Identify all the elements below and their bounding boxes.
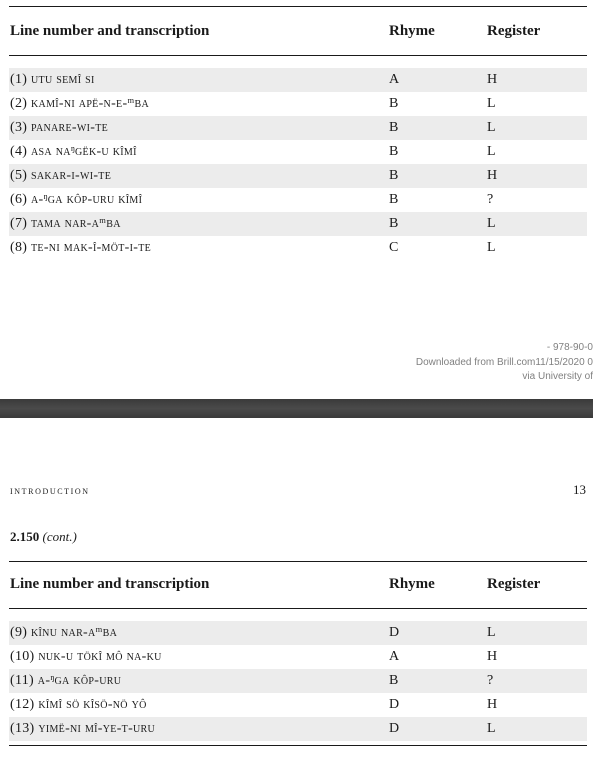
row-rhyme: A [389,72,400,87]
row-transcription: (2) kamî-ni apë-n-e-ᵐba [10,96,150,111]
table-header-rule [9,55,587,56]
page-number: 13 [573,482,586,497]
table-row [9,140,587,164]
header-register: Register [487,576,541,592]
row-transcription: (8) te-ni mak-î-möt-i-te [10,240,152,255]
table-caption [10,529,77,545]
header-register: Register [487,23,541,39]
row-transcription: (1) utu semî si [10,72,95,87]
row-transcription: (4) asa naᵑgëk-u kîmî [10,144,137,159]
row-transcription: (6) a-ᵑga kôp-uru kîmî [10,192,143,207]
row-rhyme: A [389,649,400,664]
row-transcription: (7) tama nar-aᵐba [10,216,121,231]
row-transcription: (5) sakar-i-wi-te [10,168,112,183]
row-transcription: (11) a-ᵑga kôp-uru [10,673,122,688]
download-via: via University of [522,371,593,382]
row-transcription: (13) yimë-ni mî-ye-t-uru [10,721,156,736]
row-register: L [487,216,496,231]
table-cont-note: (cont.) [42,529,77,544]
table-row [9,621,587,645]
table-row [9,693,587,717]
table-row [9,164,587,188]
table-row [9,212,587,236]
row-rhyme: B [389,168,399,183]
header-transcription: Line number and transcription [10,23,210,39]
table-row [9,116,587,140]
table-top-rule [9,6,587,7]
row-register: L [487,240,496,255]
download-stamp: Downloaded from Brill.com11/15/2020 0 [415,357,593,368]
row-register: H [487,697,498,712]
header-rhyme: Rhyme [389,576,435,592]
header-rhyme: Rhyme [389,23,435,39]
row-rhyme: D [389,697,400,712]
row-transcription: (3) panare-wi-te [10,120,109,135]
row-register: L [487,96,496,111]
row-rhyme: B [389,120,399,135]
row-rhyme: D [389,625,400,640]
row-rhyme: B [389,96,399,111]
row-rhyme: B [389,192,399,207]
header-transcription: Line number and transcription [10,576,210,592]
row-rhyme: B [389,144,399,159]
running-head: introduction [10,483,90,497]
table-row [9,236,587,260]
row-transcription: (10) nuk-u tökî mô na-ku [10,649,162,664]
table-row [9,669,587,693]
row-transcription: (9) kînu nar-aᵐba [10,625,118,640]
row-register: H [487,72,498,87]
row-rhyme: B [389,216,399,231]
row-register: H [487,168,498,183]
row-rhyme: B [389,673,399,688]
table-row [9,188,587,212]
row-register: ? [487,192,494,207]
table-number: 2.150 [10,529,40,544]
row-rhyme: C [389,240,399,255]
row-register: L [487,120,496,135]
row-transcription: (12) kîmî sö kîsö-nö yô [10,697,147,712]
row-register: H [487,649,498,664]
table-row [9,92,587,116]
download-isbn: - 978-90-0 [546,342,593,353]
row-register: L [487,625,496,640]
table-row [9,68,587,92]
row-register: ? [487,673,494,688]
row-register: L [487,721,496,736]
table-bottom-rule [9,745,587,746]
table-row [9,717,587,741]
row-register: L [487,144,496,159]
table-header-rule [9,608,587,609]
page-gap [0,399,593,418]
table-top-rule [9,561,587,562]
table-row [9,645,587,669]
row-rhyme: D [389,721,400,736]
